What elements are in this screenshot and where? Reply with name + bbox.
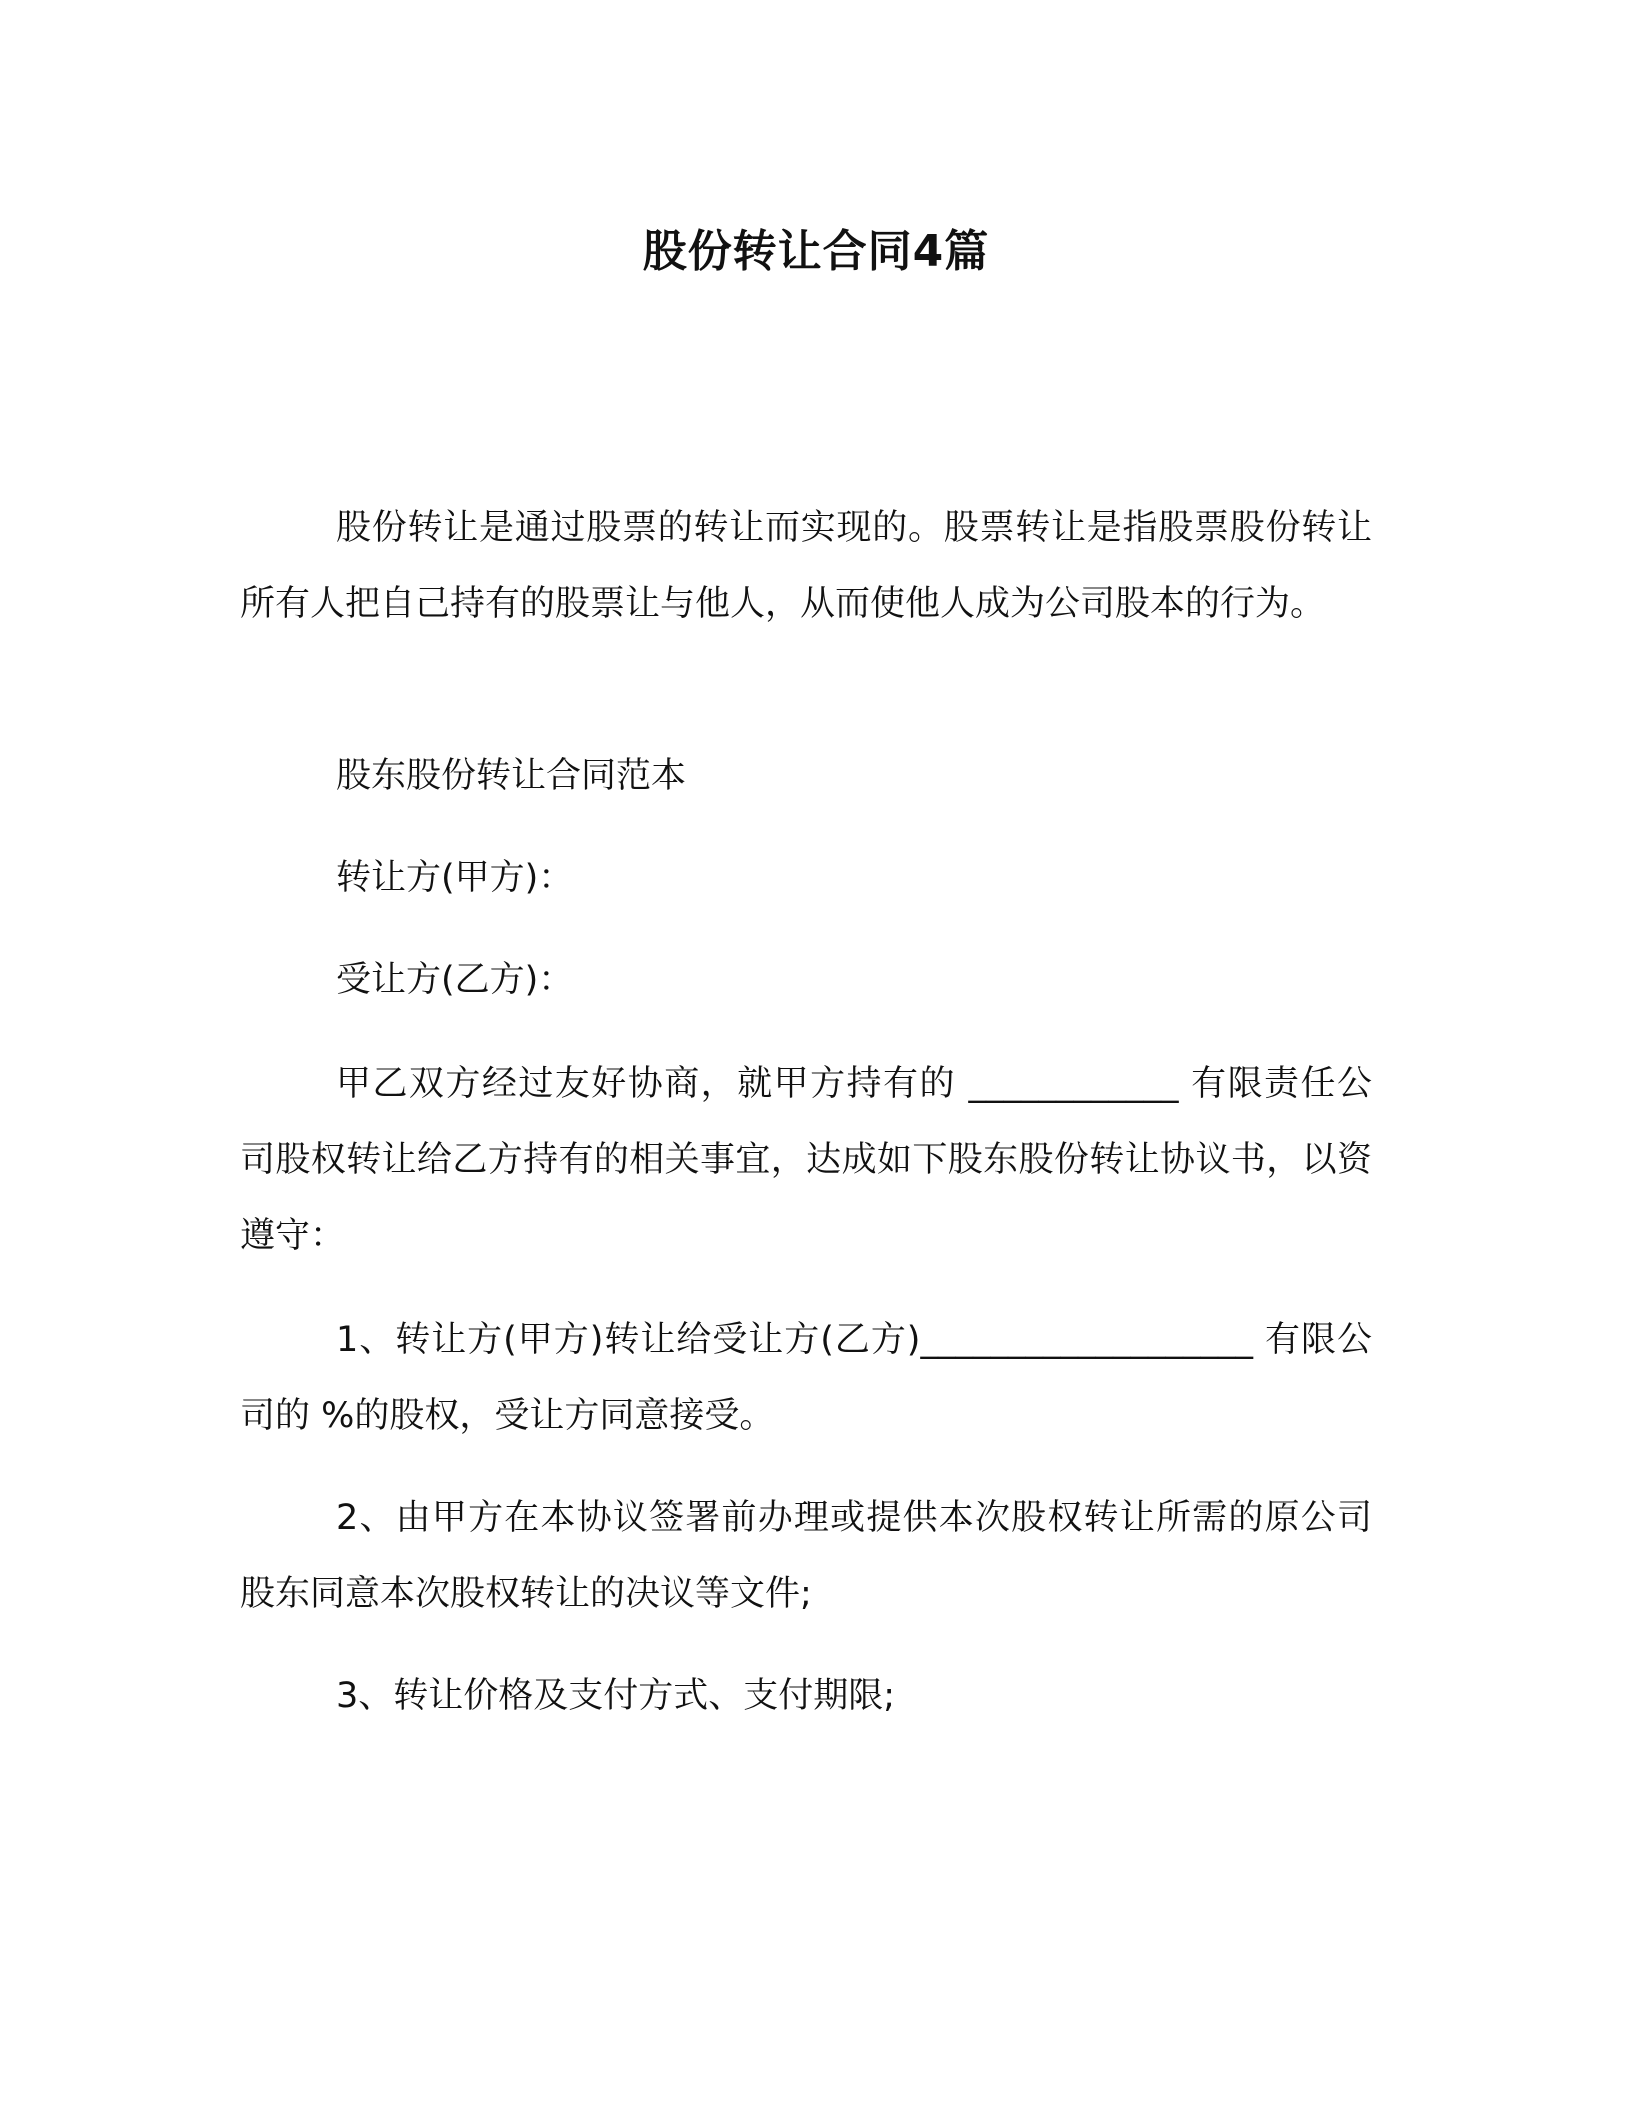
preamble-paragraph: 甲乙双方经过友好协商，就甲方持有的 ____________ 有限责任公司股权转让给乙方持有的相关事宜，达成如下股东股份转让协议书，以资遵守： bbox=[240, 1064, 1372, 1256]
section-heading: 股东股份转让合同范本 bbox=[336, 756, 687, 796]
transferee-line: 受让方(乙方)： bbox=[336, 960, 574, 1000]
clause-1: 1、转让方(甲方)转让给受让方(乙方)___________________ 有限公司的 %的股权，受让方同意接受。 bbox=[240, 1320, 1372, 1436]
document-title: 股份转让合同4篇 bbox=[642, 226, 990, 277]
intro-paragraph: 股份转让是通过股票的转让而实现的。股票转让是指股票股份转让所有人把自己持有的股票让与他人，从而使他人成为公司股本的行为。 bbox=[240, 508, 1372, 624]
clause-3: 3、转让价格及支付方式、支付期限; bbox=[336, 1676, 896, 1716]
transferor-line: 转让方(甲方)： bbox=[336, 858, 574, 898]
clause-2: 2、由甲方在本协议签署前办理或提供本次股权转让所需的原公司股东同意本次股权转让的决议等文件; bbox=[240, 1498, 1372, 1614]
